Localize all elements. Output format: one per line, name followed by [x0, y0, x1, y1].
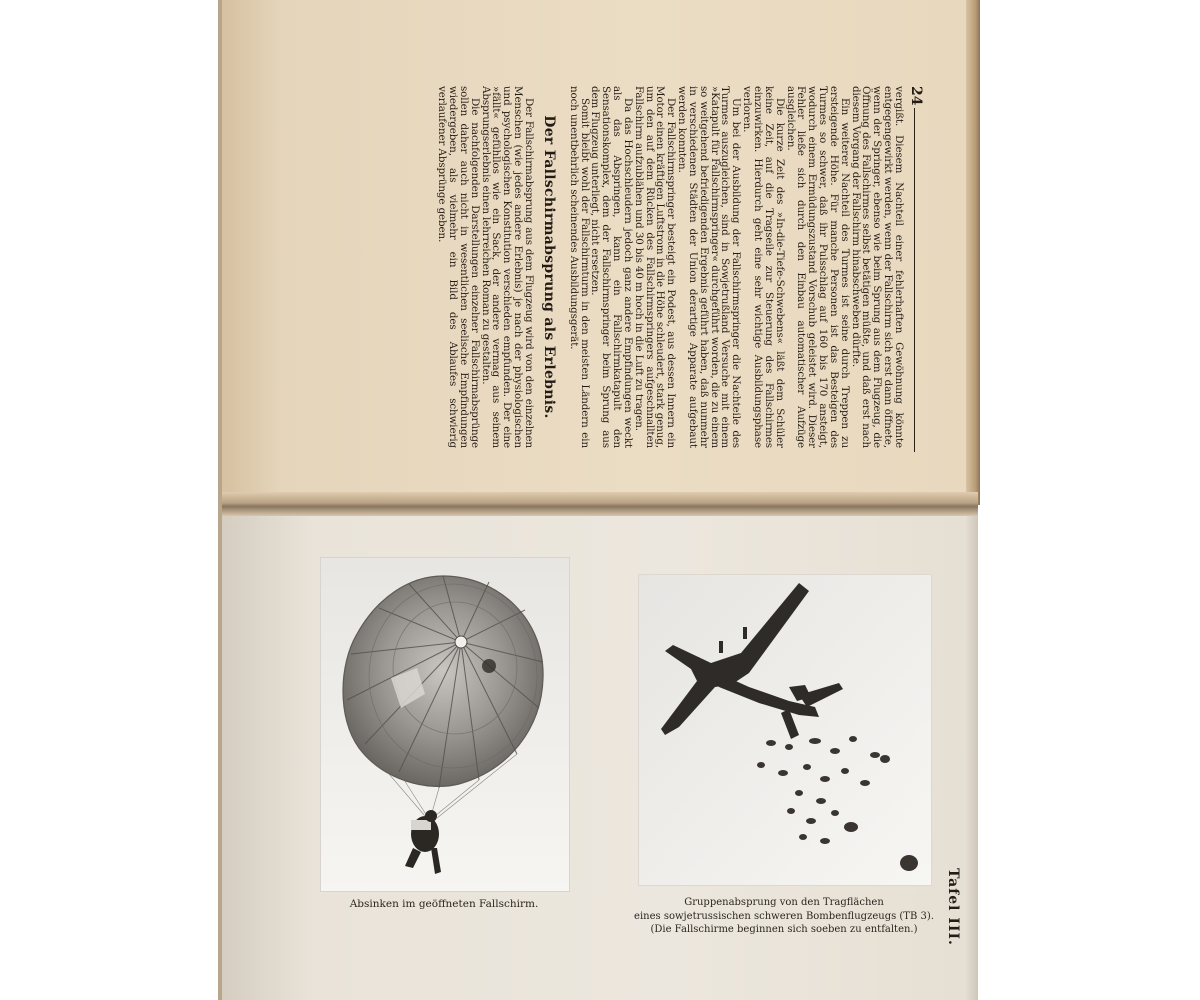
upper-page-edge: [966, 0, 980, 505]
header-rule: [914, 108, 915, 452]
paragraph: Ein weiterer Nachteil des Turmes ist seine durch Treppen zu ersteigende Höhe. Für manche Personen ist das Besteigen des Turmes so schwer, daß ihr Pulsschlag auf 160 bis 170 ansteigt, wodurch einem Ermüdungszustand Vorschub geleistet wird. Dieser Fehler ließe sich durch den Einbau automatischer Aufzüge ausgleichen.: [784, 86, 851, 448]
body-text: [436, 86, 904, 448]
page-number: 24: [908, 86, 924, 106]
paragraph: Somit bleibt wohl der Fallschirmturm in den meisten Ländern ein noch unentbehrlich scheinendes Ausbildungsgerät.: [567, 86, 591, 448]
paragraph: Da das Hochschleudern jedoch ganz andere Empfindungen weckt als das Abspringen, kann ein Fallschirmkatapult den Sensationskomplex, dem der Fallschirmspringer beim Sprung aus dem Flugzeug unterliegt, nicht ersetzen.: [589, 86, 634, 448]
left-photo-caption: Absinken im geöffneten Fallschirm.: [349, 898, 539, 910]
bomber-group-jump-photo: [638, 574, 932, 886]
paragraph: Der Fallschirmabsprung aus dem Flugzeug wird von den einzelnen Menschen (wie jedes andere Erlebnis) je nach der physiologischen und psychologischen Konstitution verschieden empfunden. Der eine »fällt« gefühllos wie ein Sack, der andere vermag aus seinem Absprungserlebnis einen lehrreichen Roman zu gestalten.: [479, 86, 535, 448]
paragraph: Der Fallschirmspringer besteigt ein Podest, aus dessen Innern ein Motor einen kräftigen Luftstrom in die Höhe schleudert, stark genug, um den auf dem Rücken des Fallschirmspringers aufgeschnallten Fallschirm aufzublähen und 30 bis 40 m hoch in die Luft zu tragen.: [632, 86, 678, 448]
rotated-text-page: [344, 84, 924, 456]
paragraph: Um bei der Ausbildung der Fallschirmspringer die Nachteile des Turmes auszugleichen, sind in Sowjetrußland Versuche mit einem »Katapult für Fallschirmspringer« durchgeführt worden, die zu einem so weitgehend befriedigenden Ergebnis geführt haben, daß nunmehr in verschiedenen Städten der Union derartige Apparate aufgebaut werden konnten.: [676, 86, 743, 448]
bomber-illustration: [639, 575, 931, 885]
book-gutter: [222, 492, 978, 516]
caption-line: Gruppenabsprung von den Tragflächen: [684, 897, 884, 908]
parachute-illustration: [321, 558, 569, 891]
plate-label-container: [942, 868, 964, 946]
paragraph: Die kurze Zeit des »In-die-Tiefe-Schwebens« läßt dem Schüler keine Zeit, auf die Tragseile zur Steuerung des Fallschirmes einzuwirken. Hierdurch geht eine sehr wichtige Ausbildungsphase verloren.: [741, 86, 786, 448]
paragraph: Die nachfolgenden Darstellungen einzelner Fallschirmabsprünge sollen daher auch nicht in wesentlichen seelische Empfindungen wiedergeben, als vielmehr ein Bild des Ablaufes schwierig verlaufener Absprünge geben.: [436, 86, 481, 448]
text-page-content: [344, 84, 924, 456]
lower-page-edge: [966, 512, 978, 1000]
paragraph: vergißt. Diesem Nachteil einer fehlerhaften Gewöhnung könnte entgegengewirkt werden, wenn der Fallschirm sich erst dann öffnete, wenn der Springer, ebenso wie beim Sprung aus dem Flugzeug, die Öffnung des Fallschirmes selbst betätigen müßte, und daß erst nach diesem Vorgang der Fallschirm hinabschweben dürfte.: [849, 86, 905, 448]
plate-label: Tafel III.: [945, 868, 961, 946]
parachute-photo: [320, 557, 570, 892]
caption-line: eines sowjetrussischen schweren Bombenflugzeugs (TB 3).: [634, 910, 934, 922]
right-photo-caption: [628, 896, 940, 937]
section-heading: Der Fallschirmabsprung als Erlebnis.: [540, 115, 557, 419]
caption-line: (Die Fallschirme beginnen sich soeben zu entfalten.): [650, 924, 918, 935]
